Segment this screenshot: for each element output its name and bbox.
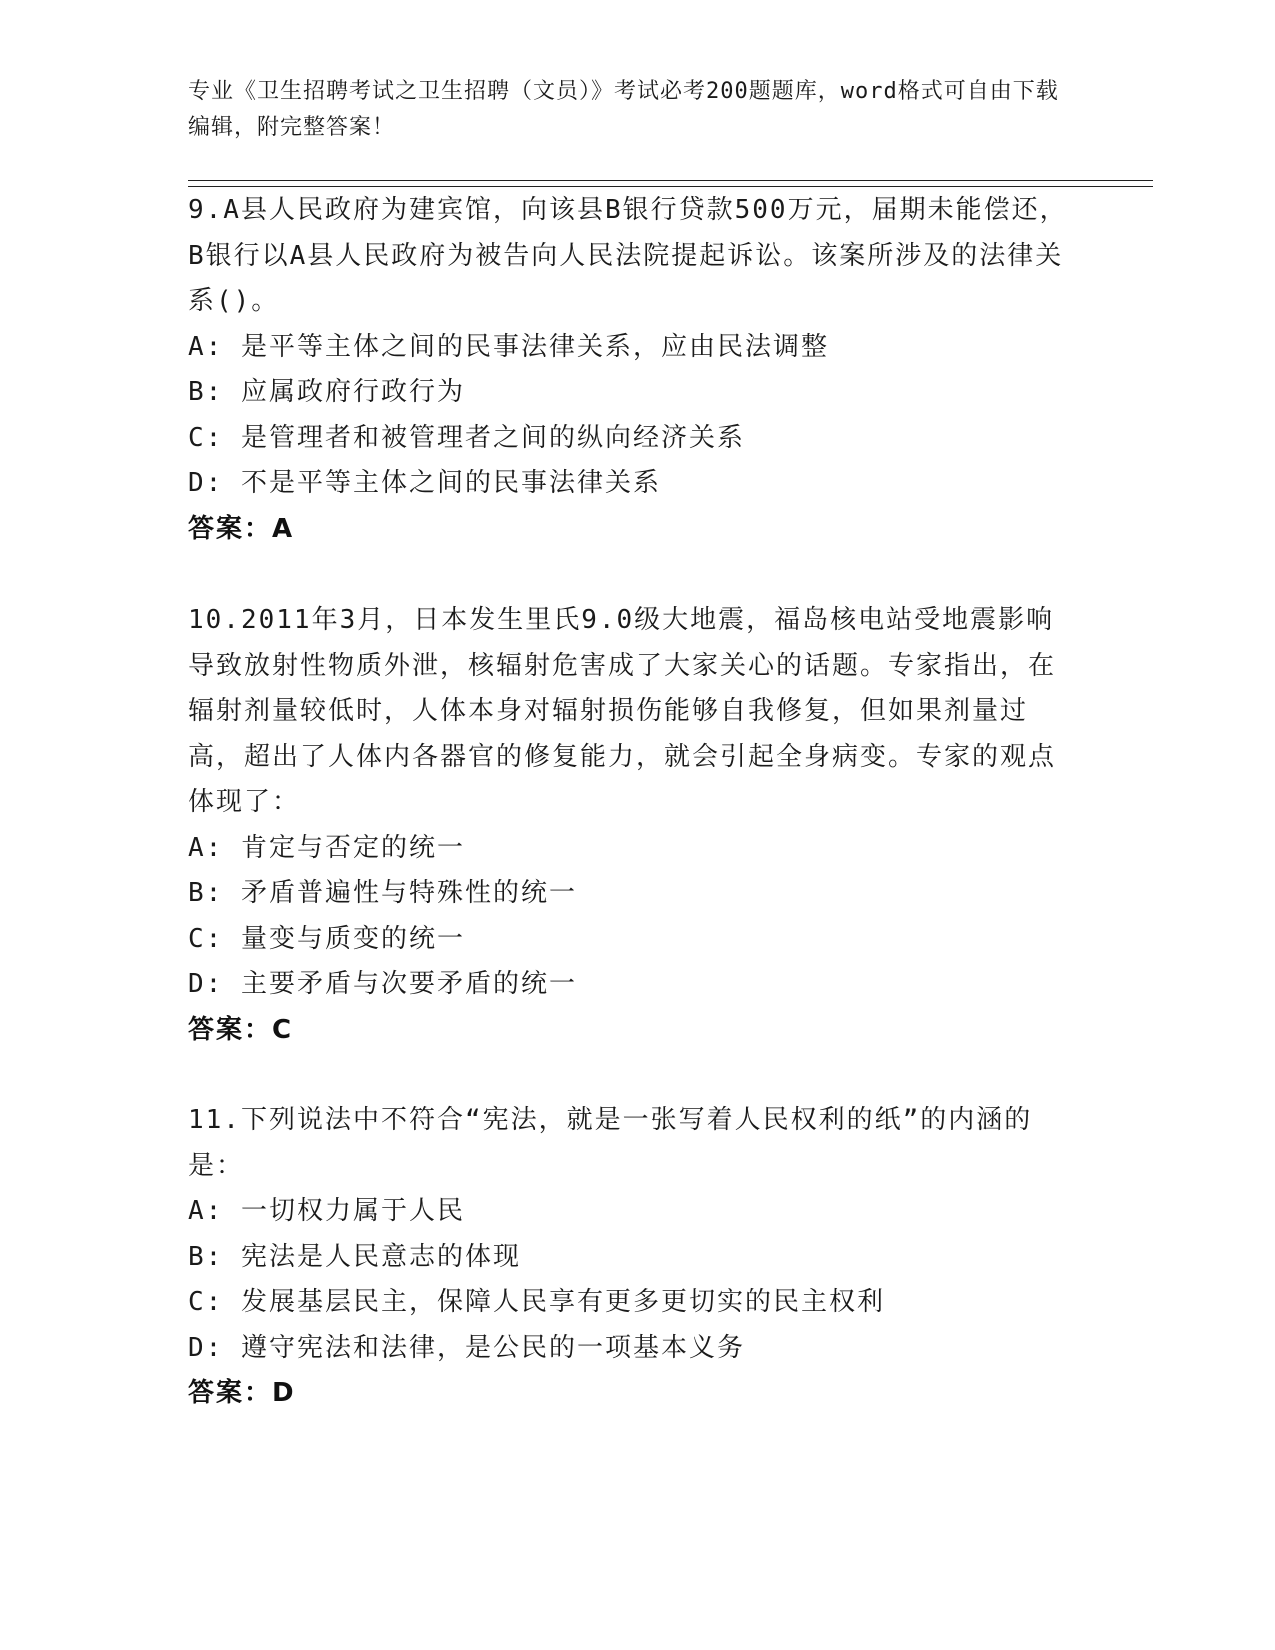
option-d: D: 遵守宪法和法律，是公民的一项基本义务: [188, 1332, 745, 1363]
answer-label: 答案：D: [188, 1378, 296, 1408]
option-a: A: 一切权力属于人民: [188, 1196, 465, 1226]
option-c: C: 发展基层民主，保障人民享有更多更切实的民主权利: [188, 1287, 885, 1317]
header-divider-top: [188, 180, 1153, 181]
option-a: A: 是平等主体之间的民事法律关系，应由民法调整: [188, 331, 829, 362]
option-b: B: 矛盾普遍性与特殊性的统一: [188, 878, 577, 908]
option-a: A: 肯定与否定的统一: [188, 832, 465, 863]
option-c: C: 是管理者和被管理者之间的纵向经济关系: [188, 422, 745, 453]
answer-label: 答案：C: [188, 1014, 294, 1045]
question-stem: 10.2011年3月，日本发生里氏9.0级大地震，福岛核电站受地震影响导致放射性物质外泄，核辐射危害成了大家关心的话题。专家指出，在辐射剂量较低时，人体本身对辐射损伤能够自我修复，但如果剂量过高，超出了人体内各器官的修复能力，就会引起全身病变。专家的观点体现了：: [188, 605, 1057, 817]
header-title: 专业《卫生招聘考试之卫生招聘（文员）》考试必考200题题库，word格式可自由下载编辑，附完整答案！: [188, 79, 1059, 140]
header-divider-bottom: [188, 186, 1153, 187]
option-d: D: 不是平等主体之间的民事法律关系: [188, 468, 661, 498]
question-11: [188, 1098, 1078, 1417]
answer-label: 答案：A: [188, 513, 295, 544]
option-d: D: 主要矛盾与次要矛盾的统一: [188, 969, 577, 999]
option-c: C: 量变与质变的统一: [188, 923, 465, 954]
option-b: B: 应属政府行政行为: [188, 377, 465, 407]
option-b: B: 宪法是人民意志的体现: [188, 1241, 521, 1272]
question-stem: 9.A县人民政府为建宾馆，向该县B银行贷款500万元，届期未能偿还，B银行以A县人民政府为被告向人民法院提起诉讼。该案所涉及的法律关系()。: [188, 195, 1068, 316]
question-9: [188, 188, 1078, 552]
document-header: [188, 74, 1078, 146]
question-stem: 11.下列说法中不符合“宪法，就是一张写着人民权利的纸”的内涵的是：: [188, 1105, 1033, 1181]
question-10: [188, 598, 1078, 1053]
